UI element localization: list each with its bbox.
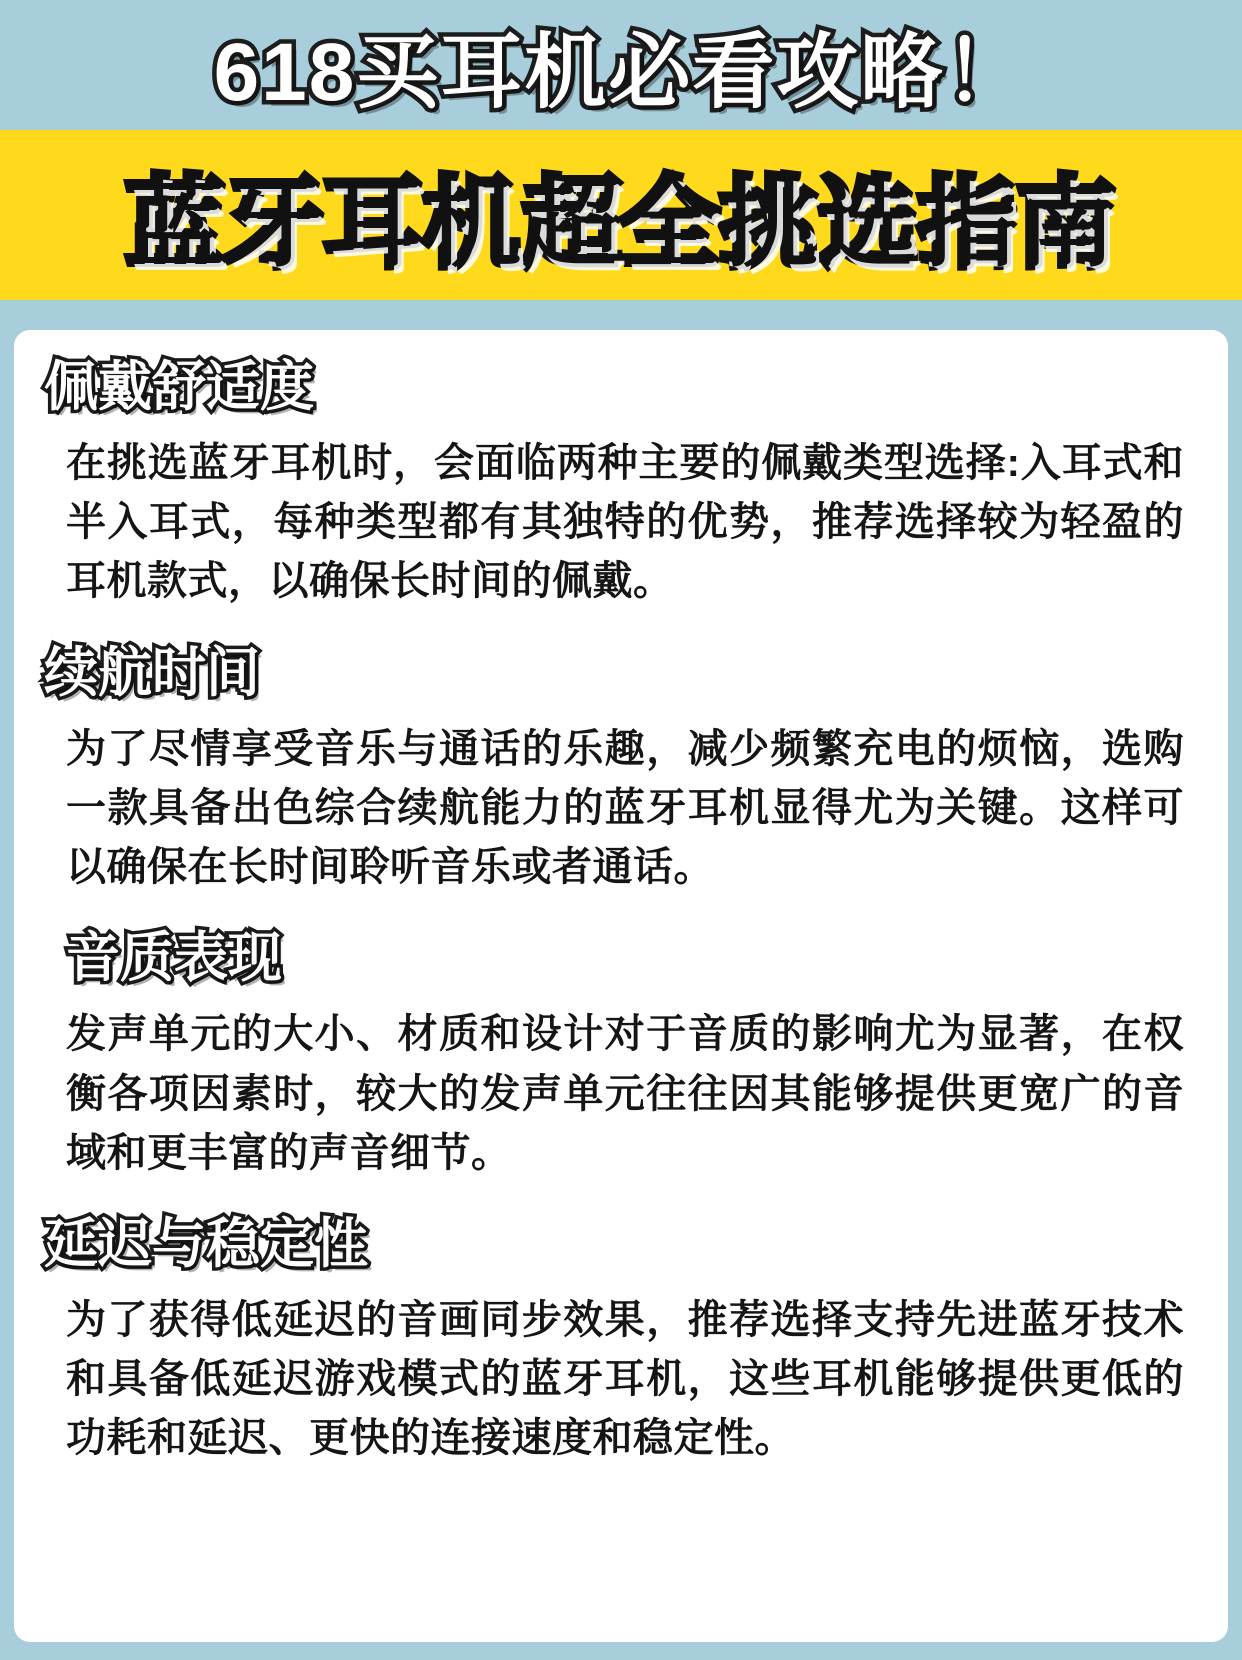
section-comfort-body: 在挑选蓝牙耳机时，会面临两种主要的佩戴类型选择:入耳式和半入耳式，每种类型都有其独特的优势，推荐选择较为轻盈的耳机款式，以确保长时间的佩戴。 — [66, 441, 1184, 604]
section-battery — [44, 642, 1198, 898]
header-title-text: 蓝牙耳机超全挑选指南 — [125, 167, 1116, 278]
section-latency — [44, 1213, 1198, 1469]
section-latency-body: 为了获得低延迟的音画同步效果，推荐选择支持先进蓝牙技术和具备低延迟游戏模式的蓝牙耳机，这些耳机能够提供更低的功耗和延迟、更快的连接速度和稳定性。 — [66, 1298, 1184, 1461]
section-latency-heading: 延迟与稳定性 — [44, 1213, 368, 1274]
section-comfort-heading: 佩戴舒适度 — [44, 357, 314, 417]
header-kicker-text: 618买耳机必看攻略！ — [213, 26, 1029, 118]
section-sound-quality-heading: 音质表现 — [66, 928, 282, 989]
section-comfort — [44, 356, 1198, 612]
content-card — [14, 330, 1228, 1642]
section-battery-body: 为了尽情享受音乐与通话的乐趣，减少频繁充电的烦恼，选购一款具备出色综合续航能力的蓝牙耳机显得尤为关键。这样可以确保在长时间聆听音乐或者通话。 — [66, 726, 1184, 890]
section-sound-quality-body: 发声单元的大小、材质和设计对于音质的影响尤为显著，在权衡各项因素时，较大的发声单元往往因其能够提供更宽广的音域和更丰富的声音细节。 — [66, 1012, 1184, 1175]
header-kicker-bar — [0, 0, 1242, 130]
header-title-band — [0, 130, 1242, 300]
section-sound-quality — [44, 927, 1198, 1183]
section-battery-heading: 续航时间 — [44, 642, 260, 703]
